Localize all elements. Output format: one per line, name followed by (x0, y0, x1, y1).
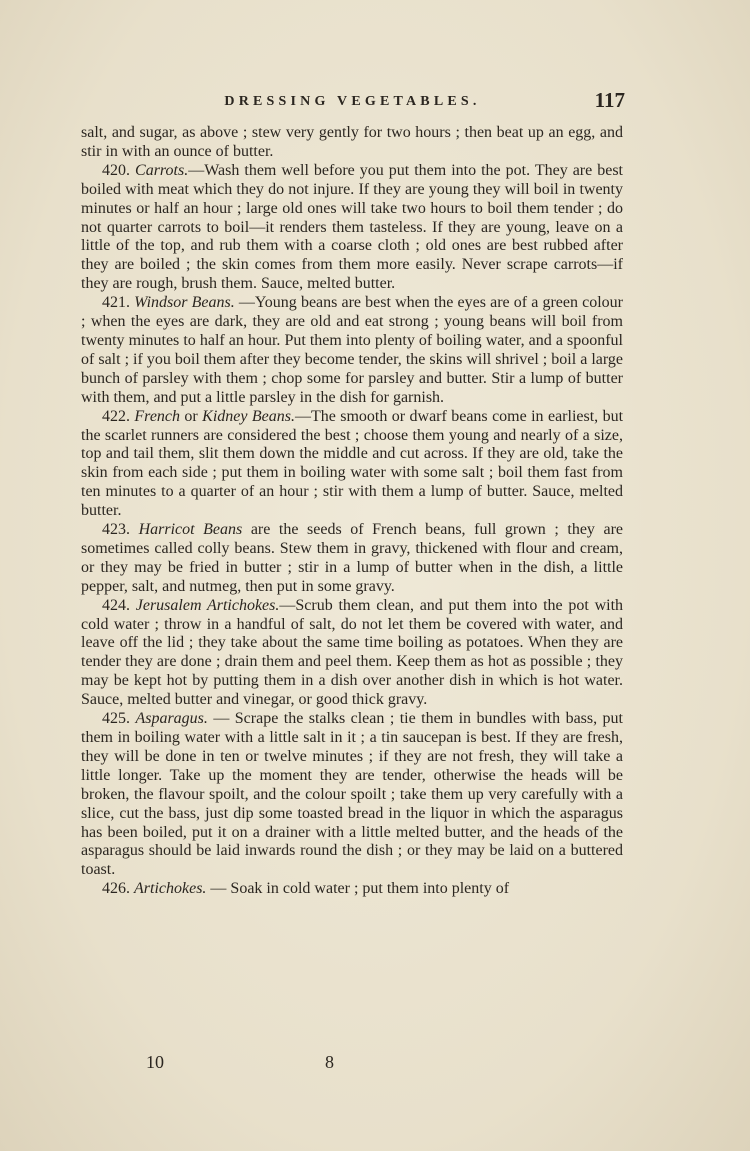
page-header (80, 90, 625, 116)
recipe-title-alt: Kidney Beans. (202, 407, 295, 425)
paragraph-continued (81, 124, 623, 162)
recipe-text: —The smooth or dwarf beans come in earliest, but the scarlet runners are considered the best ; choose them young and nearly of a size, top and tail them, slit them down the middle and cut across. If they are old, take the skin from each side ; put them in boiling water with some salt ; boil them fast from ten minutes to a quarter of an hour ; stir with them a lump of butter. Sauce, melted butter. (81, 407, 624, 520)
recipe-text: —Young beans are best when the eyes are of a green colour ; when the eyes are dark, they are old and eat strong ; young beans will boil from twenty minutes to half an hour. Put them into plenty of boiling water, and a spoonful of salt ; if you boil them after they become tender, the skins will shrivel ; boil a large bunch of parsley with them ; chop some for parsley and butter. Stir a lump of butter with them, and put a little parsley in the dish for garnish. (81, 294, 623, 406)
recipe-number: 421. (102, 294, 130, 312)
recipe-title: Jerusalem Artichokes. (135, 596, 280, 614)
recipe-number: 420. (102, 161, 130, 179)
recipe-421 (81, 294, 623, 407)
recipe-text: — Scrape the stalks clean ; tie them in bundles with bass, put them in boiling water with a little salt in it ; a tin saucepan is best. If they are fresh, they will be done in ten or twelve minutes ; if they are not fresh, they will take a little longer. Take up the moment they are tender, otherwise the heads will be broken, the flavour spoilt, and the colour spoilt ; take them up very carefully with a slice, cut the bass, just dip some toasted bread in the liquor in which the asparagus has been boiled, put it on a drainer with a little melted butter, and the heads of the asparagus should be laid inwards round the dish ; or they may be laid on a buttered toast. (81, 710, 624, 879)
recipe-title: Asparagus. (135, 710, 208, 728)
recipe-420 (81, 162, 623, 294)
signature-mark-right: 8 (325, 1052, 334, 1072)
recipe-422 (81, 408, 623, 521)
recipe-title: Artichokes. (134, 880, 207, 898)
running-head: DRESSING VEGETABLES. (224, 94, 481, 109)
recipe-text: —Wash them well before you put them into the pot. They are best boiled with meat which they do not injure. If they are young they will boil in twenty minutes or half an hour ; large old ones will take two hours to boil them tender ; do not quarter carrots to boil—it renders them tasteless. If they are young, leave on a little of the top, and rub them with a coarse cloth ; old ones are best rubbed after they are boiled ; the skin comes from them more easily. Never scrape carrots—if they are rough, brush them. Sauce, melted butter. (81, 161, 624, 293)
signature-marks (0, 1052, 750, 1074)
page-number: 117 (594, 88, 625, 112)
recipe-text: —Scrub them clean, and put them into the pot with cold water ; throw in a handful of salt, do not let them be covered with water, and leave off the lid ; they take about the same time boiling as potatoes. When they are tender they are done ; drain them and peel them. Keep them as hot as possible ; they may be kept hot by putting them in a dish over another dish in which is hot water. Sauce, melted butter and vinegar, or good thick gravy. (81, 596, 624, 709)
recipe-number: 424. (102, 596, 130, 614)
recipe-423 (81, 521, 623, 597)
recipe-426 (81, 880, 623, 899)
recipe-number: 423. (102, 521, 130, 539)
recipe-text: — Soak in cold water ; put them into plenty of (206, 880, 510, 898)
page-body (81, 124, 623, 899)
recipe-text: are the seeds of French beans, full grown ; they are sometimes called colly beans. Stew them in gravy, thickened with flour and cream, or they may be fried in butter ; stir in a lump of butter when in the dish, a little pepper, salt, and nutmeg, then put in some gravy. (81, 521, 624, 595)
recipe-title: Harricot Beans (138, 521, 243, 539)
recipe-title: Carrots. (135, 161, 189, 179)
recipe-number: 425. (102, 710, 130, 728)
recipe-number: 426. (102, 880, 130, 898)
recipe-number: 422. (102, 407, 130, 425)
paragraph-text: salt, and sugar, as above ; stew very gently for two hours ; then beat up an egg, and stir in with an ounce of butter. (81, 124, 623, 160)
signature-mark-left: 10 (146, 1052, 164, 1072)
recipe-425 (81, 710, 623, 880)
recipe-424 (81, 597, 623, 710)
recipe-title: French (134, 407, 181, 425)
recipe-title-joiner: or (180, 407, 203, 425)
recipe-title: Windsor Beans. (134, 294, 235, 312)
